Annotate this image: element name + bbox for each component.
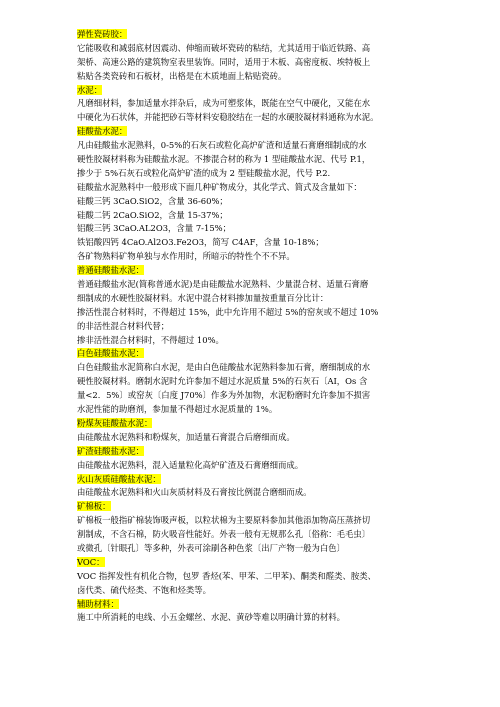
body-line: 硬性胶凝材料称为硅酸盐水泥。不掺混合材的称为 1 型硅酸盐水泥、代号 P.1， <box>77 154 371 165</box>
body-line: 硅酸二钙 2CaO.SiO2，含量 15-37%； <box>77 209 228 220</box>
body-line: 的非活性混合材料代替； <box>77 320 170 331</box>
section <box>77 84 439 126</box>
body-line: VOC 指挥发性有机化合物，包罗 香烃(苯、甲苯、二甲苯)、酮类和醛类、胺类、 <box>77 570 377 581</box>
section <box>77 473 439 501</box>
section <box>77 445 439 473</box>
section <box>77 417 439 445</box>
body-line: 它能吸收和减弱底材因震动、伸缩而破坏瓷砖的粘结，尤其适用于临近铁路、高 <box>77 42 371 53</box>
section <box>77 347 439 416</box>
section <box>77 598 439 626</box>
body-line: 掺非活性混合材料时，不得超过 10%。 <box>77 334 224 345</box>
body-line: 粘贴各类瓷砖和石板材，出格是在木质地面上粘贴瓷砖。 <box>77 70 287 81</box>
body-line: 水泥性能的助磨剂，参加量不得超过水泥质量的 1%。 <box>77 404 278 415</box>
body-line: 量<2．5%〕或窑灰〔白度 J70%〕作多为外加物，水泥粉磨时允许参加不损害 <box>77 390 371 401</box>
section-heading: 粉煤灰硅酸盐水泥： <box>77 417 153 428</box>
body-line: 由硅酸盐水泥熟料和火山灰质材料及石膏按比例混合磨细而成。 <box>77 487 312 498</box>
body-line: 硅酸三钙 3CaO.SiO2，含量 36-60%； <box>77 195 228 206</box>
body-line: 铁铝酸四钙 4CaO.Al2O3.Fe2O3，简写 C4AF，含量 10-18%； <box>77 237 324 248</box>
section-heading: 水泥： <box>77 84 103 95</box>
body-line: 凡磨细材料，参加适量水拌杂后，成为可塑浆体，既能在空气中硬化，又能在水 <box>77 98 371 109</box>
body-line: 硅酸盐水泥熟料中一般形成下面几种矿物成分，其化学式、简式及含量如下： <box>77 181 362 192</box>
body-line: 由硅酸盐水泥熟料，混入适量粒化高炉矿渣及石膏磨细而成。 <box>77 459 304 470</box>
body-line: 掺活性混合材料时，不得超过 15%，此中允许用不超过 5%的窑灰或不超过 10% <box>77 306 379 317</box>
section <box>77 125 439 264</box>
body-line: 掺少于 5%石灰石或粒化高炉矿渣的成为 2 型硅酸盐水泥，代号 P.2. <box>77 167 331 178</box>
body-line: 施工中所消耗的电线、小五金螺丝、水泥、黄砂等难以明确计算的材料。 <box>77 612 345 623</box>
body-line: 卤代类、硫代烃类、不饱和烃类等。 <box>77 584 211 595</box>
body-line: 由硅酸盐水泥熟料和粉煤灰，加适量石膏混合后磨细而成。 <box>77 431 295 442</box>
body-line: 架桥、高速公路的建筑物室表里装饰。同时，适用于木板、高密度板、埃特板上 <box>77 56 371 67</box>
section-heading: VOC： <box>77 556 105 567</box>
section <box>77 556 439 598</box>
section-heading: 矿棉板： <box>77 501 111 512</box>
section-heading: 普通硅酸盐水泥： <box>77 265 144 276</box>
document-page <box>77 28 439 625</box>
body-line: 白色硅酸盐水泥简称白水泥，是由白色硅酸盐水泥熟料参加石膏，磨细制成的水 <box>77 362 371 373</box>
section <box>77 28 439 84</box>
body-line: 凡由硅酸盐水泥熟料，0-5%的石灰石或粒化高炉矿渣和适量石膏磨细制成的水 <box>77 140 367 151</box>
section-heading: 辅助材料： <box>77 598 119 609</box>
section-heading: 白色硅酸盐水泥： <box>77 348 144 359</box>
section <box>77 264 439 347</box>
body-line: 割制成，不含石棉，防火吸音性能好。外表一般有无规那么孔〔俗称：毛毛虫〕 <box>77 529 371 540</box>
section-heading: 矿渣硅酸盐水泥： <box>77 445 144 456</box>
body-line: 各矿物熟料矿物单独与水作用时，所暗示的特性个不不异。 <box>77 251 295 262</box>
body-line: 硬性胶凝材料。磨制水泥时允许参加不超过水泥质量 5%的石灰石〔AI，Os 含 <box>77 376 368 387</box>
section-heading: 火山灰质硅酸盐水泥： <box>77 473 161 484</box>
body-line: 铝酸三钙 3CaO.AL2O3，含量 7-15%； <box>77 223 231 234</box>
section-heading: 弹性瓷砖胶： <box>77 29 128 39</box>
body-line: 矿棉板一般指矿棉装饰吸声板，以粒状棉为主要原料参加其他添加物高压蒸挤切 <box>77 515 371 526</box>
body-line: 细制成的水硬性胶凝材料。水泥中混合材料掺加量按重量百分比计： <box>77 292 329 303</box>
body-line: 或微孔〔针眼孔〕等多种，外表可涂刷各种色浆〔出厂产物一般为白色〕 <box>77 542 345 553</box>
section <box>77 500 439 556</box>
body-line: 中硬化为石状体，并能把砂石等材料安稳胶结在一起的水硬胶凝材料通称为水泥。 <box>77 112 379 123</box>
section-heading: 硅酸盐水泥： <box>77 126 128 137</box>
body-line: 普通硅酸盐水泥(简称普通水泥)是由硅酸盐水泥熟料、少量混合材、适量石膏磨 <box>77 279 369 290</box>
